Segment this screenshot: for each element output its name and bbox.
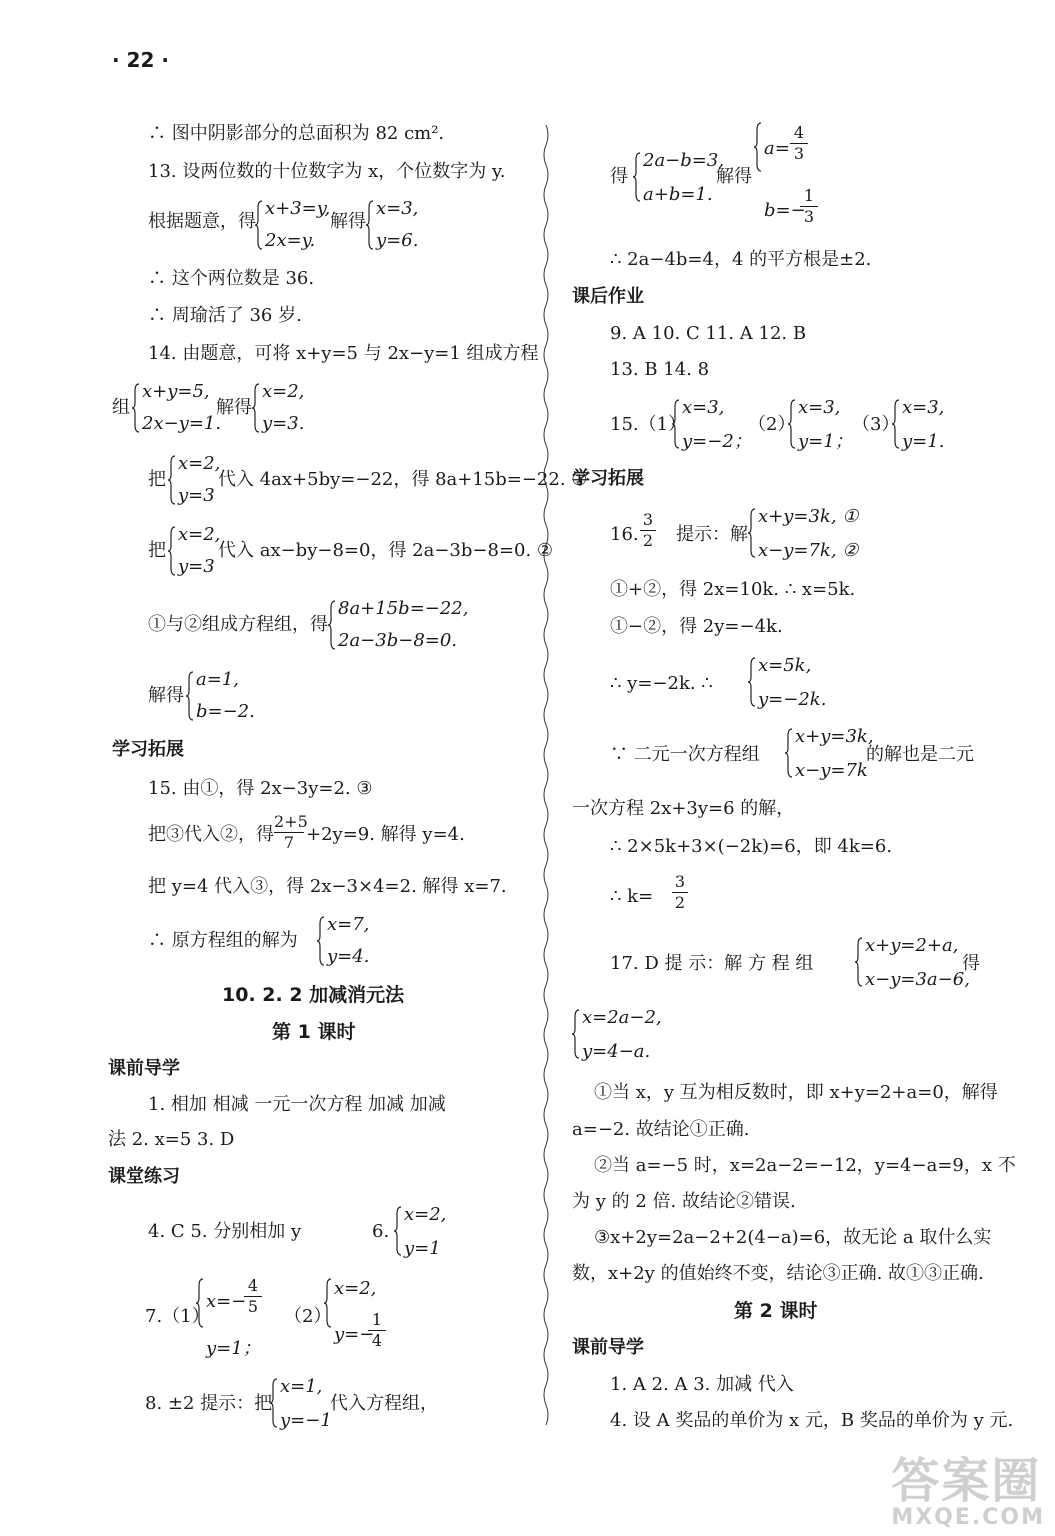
q13-conclusion-2: ∴ 周瑜活了 36 岁. — [148, 305, 302, 326]
q16-line-8-frac — [672, 874, 688, 911]
q16-line-8-pre: ∴ k= — [610, 886, 654, 907]
q15-result-system — [317, 916, 377, 966]
section-title: 10. 2. 2 加减消元法 — [222, 984, 405, 1006]
class-7-1-frac-den: 5 — [247, 1297, 259, 1316]
q15-line-2-post: +2y=9. 解得 y=4. — [306, 824, 465, 845]
q16-system — [748, 508, 858, 560]
q16-l4-s2: y=−2k. — [758, 689, 827, 710]
q14-sub2-s2: y=3 — [178, 556, 215, 577]
q16-num: 3 — [642, 510, 654, 529]
q14-sub2-system — [168, 524, 221, 577]
q13-conclusion-1: ∴ 这个两位数是 36. — [148, 268, 315, 289]
q13-sys-a2: 2x=y. — [265, 230, 316, 251]
watermark-text: 答案圈 — [891, 1453, 1042, 1509]
q16-l5-s2: x−y=7k — [795, 760, 868, 781]
q17-conclusion-3b: 数，x+2y 的值始终不变，结论③正确. 故①③正确. — [572, 1263, 984, 1284]
q15-s1: x=7, — [327, 914, 370, 935]
q14-combine-system — [328, 598, 469, 651]
hw-15-2-label: （2） — [748, 414, 796, 435]
hw-15-1-system — [672, 397, 752, 452]
q17-r2: y=4−a. — [582, 1041, 651, 1062]
q13-solve: 解得 — [330, 211, 366, 232]
q13-cond: 根据题意，得 — [148, 211, 256, 232]
q17-s1: x+y=2+a, — [865, 935, 959, 956]
q13-sys-a1: x+3=y, — [265, 198, 331, 219]
r1-b-num: 1 — [803, 186, 815, 205]
q16-l8-den: 2 — [674, 893, 686, 912]
q16-l8-num: 3 — [674, 872, 686, 891]
hw-15-1b: y=−2； — [682, 431, 752, 452]
q16-line-4: ∴ y=−2k. ∴ — [610, 673, 713, 694]
q14-sys-a1: x+y=5, — [142, 381, 210, 402]
class-7-2-b-pre: y=− — [334, 1324, 375, 1345]
pre-study-right-line-1: 1. A 2. A 3. 加减 代入 — [610, 1374, 794, 1395]
q14-sub2-s1: x=2, — [178, 524, 221, 545]
left-line-area: ∴ 图中阴影部分的总面积为 82 cm². — [148, 123, 445, 144]
q15-line-3: 把 y=4 代入③，得 2x−3×4=2. 解得 x=7. — [148, 876, 507, 897]
class-7-1-frac-num: 4 — [247, 1276, 259, 1295]
q13-sys-b2: y=6. — [376, 230, 419, 251]
q14-comb-s2: 2a−3b−8=0. — [338, 630, 458, 651]
column-divider — [542, 125, 550, 1425]
r1-b-pre: b=− — [764, 200, 806, 221]
q16-line-3: ①−②，得 2y=−4k. — [610, 616, 783, 637]
q17-s2: x−y=3a−6, — [865, 969, 970, 990]
r1-b-den: 3 — [803, 207, 815, 226]
q14-result-system — [186, 671, 256, 721]
q17-pre: 17. D 提 示：解 方 程 组 — [610, 953, 814, 974]
q14-sub1-system — [168, 453, 221, 506]
q16-s2: x−y=7k, ② — [758, 540, 859, 561]
q17-conclusion-1: ①当 x，y 互为相反数时，即 x+y=2+a=0，解得 — [594, 1082, 998, 1103]
q14-res-s2: b=−2. — [196, 701, 255, 722]
q16-line-5-pre: ∵ 二元一次方程组 — [610, 744, 760, 765]
section-heading-pre-study: 课前导学 — [108, 1058, 180, 1079]
section-heading-extension-right: 学习拓展 — [572, 468, 644, 489]
r1-a-pre: a= — [764, 138, 790, 159]
r1-solve: 解得 — [716, 166, 752, 187]
class-7-2-frac — [368, 1312, 386, 1349]
q14-system-b — [252, 383, 322, 433]
r1-pre: 得 — [610, 166, 628, 187]
q14-statement: 14. 由题意，可将 x+y=5 与 2x−y=1 组成方程 — [148, 343, 539, 364]
section-heading-class-practice: 课堂练习 — [108, 1166, 180, 1187]
section-heading-pre-study-right: 课前导学 — [572, 1337, 644, 1358]
q16-l4-s1: x=5k, — [758, 655, 812, 676]
page-number: · 22 · — [112, 48, 169, 72]
class-7-1-b: y=1； — [206, 1338, 261, 1359]
section-heading-extension: 学习拓展 — [112, 739, 184, 760]
homework-line-2: 13. B 14. 8 — [610, 359, 710, 380]
q16-hint: 提示：解 — [676, 524, 748, 545]
q14-res-s1: a=1, — [196, 669, 239, 690]
class-7-2-a: x=2, — [334, 1278, 377, 1299]
class-7-1-frac — [244, 1278, 262, 1315]
q14-solve: 解得 — [216, 397, 252, 418]
pre-study-right-line-4: 4. 设 A 奖品的单价为 x 元，B 奖品的单价为 y 元. — [610, 1410, 1014, 1431]
q17-post: 得 — [962, 953, 980, 974]
lesson-1-title: 第 1 课时 — [272, 1021, 356, 1043]
q15-frac-den: 7 — [283, 833, 295, 852]
q16-frac — [640, 512, 656, 549]
hw-15-2a: x=3, — [798, 397, 841, 418]
r1-system — [633, 150, 725, 205]
q17-r1: x=2a−2, — [582, 1007, 662, 1028]
q15-frac-num: 2+5 — [274, 812, 308, 831]
q14-sub1-s1: x=2, — [178, 453, 221, 474]
q13-sys-b1: x=3, — [376, 198, 419, 219]
hw-15-label: 15.（1） — [610, 414, 687, 435]
q16-label: 16. — [610, 524, 639, 545]
watermark-logo — [891, 1453, 1045, 1530]
lesson-2-title: 第 2 课时 — [734, 1300, 818, 1322]
hw-15-3b: y=1. — [902, 431, 945, 452]
q16-s1: x+y=3k, ① — [758, 506, 859, 527]
q15-line-1: 15. 由①，得 2x−3y=2. ③ — [148, 778, 373, 799]
r1-a-den: 3 — [793, 144, 805, 163]
q16-line-5-system — [785, 726, 874, 781]
hw-15-2-system — [788, 397, 853, 452]
q14-system-a — [132, 381, 222, 434]
class-6-system — [394, 1206, 454, 1258]
q14-result-label: 解得 — [148, 685, 184, 706]
q14-sub2-post: 代入 ax−by−8=0，得 2a−3b−8=0. ② — [218, 540, 554, 561]
hw-15-1a: x=3, — [682, 397, 725, 418]
hw-15-2b: y=1； — [798, 431, 853, 452]
r1-b-frac — [800, 188, 818, 225]
r1-s1: 2a−b=3, — [643, 150, 725, 171]
watermark-url: MXQE.COM — [891, 1505, 1045, 1530]
hw-15-3-system — [892, 399, 952, 451]
r1-a-num: 4 — [793, 123, 805, 142]
q16-line-7: ∴ 2×5k+3×(−2k)=6，即 4k=6. — [610, 836, 893, 857]
class-7-2-frac-num: 1 — [371, 1310, 383, 1329]
q14-sys-a2: 2x−y=1. — [142, 413, 222, 434]
q14-sys-b1: x=2, — [262, 381, 305, 402]
q17-result-system — [572, 1009, 662, 1061]
q15-s2: y=4. — [327, 946, 370, 967]
q17-conclusion-2b: 为 y 的 2 倍. 故结论②错误. — [572, 1191, 796, 1212]
q16-line-6: 一次方程 2x+3y=6 的解， — [572, 798, 795, 819]
class-6-s1: x=2, — [404, 1204, 447, 1225]
class-8-system — [270, 1378, 330, 1430]
q16-line-4-system — [748, 657, 828, 709]
q15-line-4: ∴ 原方程组的解为 — [148, 930, 298, 951]
class-7-2-frac-den: 4 — [371, 1331, 383, 1350]
class-7-label: 7.（1） — [145, 1306, 210, 1327]
q14-combine: ①与②组成方程组，得 — [148, 614, 328, 635]
q16-line-5-post: 的解也是二元 — [866, 744, 974, 765]
q15-line-2-pre: 把③代入②，得 — [148, 824, 274, 845]
class-7-2-label: （2） — [284, 1306, 332, 1327]
class-6-s2: y=1 — [404, 1238, 441, 1259]
hw-15-3a: x=3, — [902, 397, 945, 418]
q17-system — [855, 935, 970, 990]
class-8-s2: y=−1 — [280, 1410, 332, 1431]
q17-conclusion-3: ③x+2y=2a−2+2(4−a)=6，故无论 a 取什么实 — [594, 1227, 992, 1248]
q16-l5-s1: x+y=3k, — [795, 726, 874, 747]
class-7-1-a-pre: x=− — [206, 1291, 247, 1312]
q16-line-2: ①+②，得 2x=10k. ∴ x=5k. — [610, 579, 856, 600]
pre-study-line-2: 法 2. x=5 3. D — [108, 1129, 235, 1150]
q14-comb-s1: 8a+15b=−22, — [338, 598, 469, 619]
class-4-5: 4. C 5. 分别相加 y — [148, 1221, 302, 1242]
q14-sys-b2: y=3. — [262, 413, 305, 434]
class-6-label: 6. — [372, 1221, 390, 1242]
class-8-label: 8. ±2 提示：把 — [145, 1393, 273, 1414]
hw-15-3-label: （3） — [852, 414, 900, 435]
r1-a-frac — [790, 125, 808, 162]
q13-system-b — [366, 200, 436, 250]
q17-conclusion-1b: a=−2. 故结论①正确. — [572, 1119, 750, 1140]
q16-den: 2 — [642, 531, 654, 550]
pre-study-line-1: 1. 相加 相减 一元一次方程 加减 加减 — [148, 1094, 446, 1115]
q14-sub1-pre: 把 — [148, 469, 166, 490]
q14-sub1-s2: y=3 — [178, 485, 215, 506]
r2-line: ∴ 2a−4b=4，4 的平方根是±2. — [610, 249, 872, 270]
section-heading-homework: 课后作业 — [572, 286, 644, 307]
q14-sub2-pre: 把 — [148, 540, 166, 561]
r1-s2: a+b=1. — [643, 184, 713, 205]
q17-conclusion-2: ②当 a=−5 时，x=2a−2=−12，y=4−a=9，x 不 — [594, 1155, 1016, 1176]
q15-fraction — [274, 812, 308, 852]
q14-sub1-post: 代入 4ax+5by=−22，得 8a+15b=−22. ① — [218, 469, 588, 490]
q14-group-label: 组 — [112, 397, 130, 418]
q13-statement: 13. 设两位数的十位数字为 x，个位数字为 y. — [148, 161, 506, 182]
class-8-s1: x=1, — [280, 1376, 323, 1397]
class-8-post: 代入方程组， — [330, 1393, 438, 1414]
homework-line-1: 9. A 10. C 11. A 12. B — [610, 323, 807, 344]
